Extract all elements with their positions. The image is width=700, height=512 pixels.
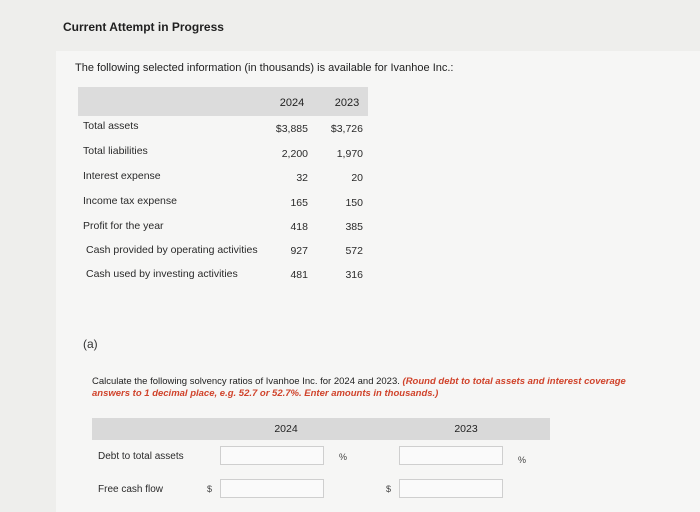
col-header-2024: 2024: [279, 97, 305, 109]
dollar-unit-2023: $: [386, 484, 392, 494]
percent-unit-2023: %: [518, 455, 527, 465]
cell-income-tax-expense-2023: 150: [345, 197, 363, 209]
cell-profit-2023: 385: [345, 221, 363, 233]
row-label-cash-provided-operating: Cash provided by operating activities: [86, 244, 258, 256]
percent-unit-2024: %: [339, 452, 348, 462]
cell-interest-expense-2024: 32: [296, 172, 308, 184]
row-label-income-tax-expense: Income tax expense: [83, 195, 177, 207]
cell-profit-2024: 418: [290, 221, 308, 233]
cell-cash-operating-2023: 572: [345, 245, 363, 257]
cell-cash-operating-2024: 927: [290, 245, 308, 257]
cell-total-liabilities-2024: 2,200: [281, 148, 308, 160]
free-cash-flow-2024-input[interactable]: [220, 479, 324, 498]
col-header-2023: 2023: [334, 97, 360, 109]
row-label-total-liabilities: Total liabilities: [83, 145, 148, 157]
instruction-emphasis: (Round debt to total assets and interest coverage answers to 1 decimal place, e.g. 52.7 or 52.7%. Enter amounts in thousands.): [92, 376, 626, 399]
cell-total-assets-2023: $3,726: [330, 123, 363, 135]
part-a-instruction: [92, 376, 657, 400]
row-label-interest-expense: Interest expense: [83, 170, 161, 182]
ratio-label-free-cash-flow: Free cash flow: [98, 484, 164, 495]
cell-cash-investing-2023: 316: [345, 269, 363, 281]
ratio-col-header-2023: 2023: [454, 423, 478, 435]
debt-to-total-assets-2023-input[interactable]: [399, 446, 503, 465]
dollar-unit-2024: $: [207, 484, 213, 494]
cell-cash-investing-2024: 481: [290, 269, 308, 281]
instruction-text: Calculate the following solvency ratios of Ivanhoe Inc. for 2024 and 2023.: [92, 376, 400, 387]
row-label-profit-for-the-year: Profit for the year: [83, 220, 164, 232]
page-title: Current Attempt in Progress: [63, 20, 224, 34]
part-a-label: (a): [83, 337, 98, 351]
debt-to-total-assets-2024-input[interactable]: [220, 446, 324, 465]
row-label-cash-used-investing: Cash used by investing activities: [86, 268, 238, 280]
cell-total-liabilities-2023: 1,970: [336, 148, 363, 160]
intro-text: The following selected information (in thousands) is available for Ivanhoe Inc.:: [75, 62, 454, 74]
cell-interest-expense-2023: 20: [351, 172, 363, 184]
ratio-label-debt-to-total-assets: Debt to total assets: [98, 451, 184, 462]
row-label-total-assets: Total assets: [83, 120, 139, 132]
cell-income-tax-expense-2024: 165: [290, 197, 308, 209]
ratio-col-header-2024: 2024: [274, 423, 298, 435]
cell-total-assets-2024: $3,885: [275, 123, 308, 135]
free-cash-flow-2023-input[interactable]: [399, 479, 503, 498]
